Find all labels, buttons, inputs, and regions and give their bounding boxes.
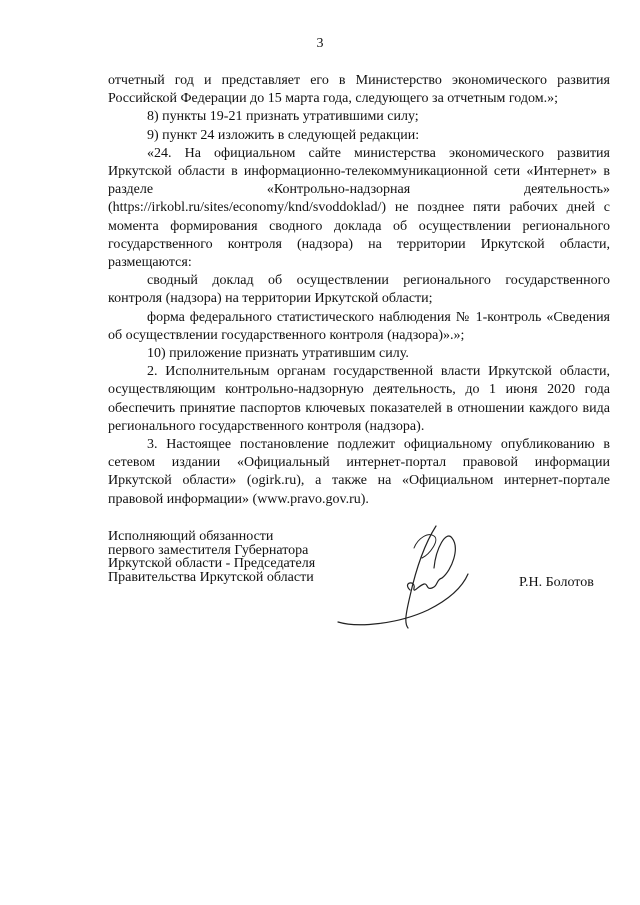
signer-position-line: первого заместителя Губернатора [108, 542, 309, 558]
signer-position-line: Иркутской области - Председателя [108, 556, 316, 572]
signer-position-line: Исполняющий обязанности [108, 529, 274, 544]
paragraph-statistical-form: форма федерального статистического наблюдения № 1-контроль «Сведения об осуществлении государственного контроля (надзора)».»; [108, 309, 610, 343]
paragraph-item-8: 8) пункты 19-21 признать утратившими силу; [147, 109, 419, 125]
signer-position-line: Правительства Иркутской области [108, 569, 314, 585]
handwritten-signature [318, 518, 478, 638]
document-body [108, 72, 610, 509]
paragraph-point-24: «24. На официальном сайте министерства экономического развития Иркутской области в информационно-телекоммуникационной сети «Интернет» в разделе «Контрольно-надзорная деятельность» (https://irkobl.ru/sites/economy/knd/svoddoklad/) не позднее пяти рабочих дней с момента формирования сводного доклада об осуществлении регионального государственного контроля (надзора) на территории Иркутской области, размещаются: [108, 145, 610, 271]
paragraph-summary-report: сводный доклад об осуществлении регионального государственного контроля (надзора) на территории Иркутской области; [108, 273, 610, 307]
paragraph-item-10: 10) приложение признать утратившим силу. [147, 346, 409, 362]
paragraph-continuation: отчетный год и представляет его в Министерство экономического развития Российской Федерации до 15 марта года, следующего за отчетным годом.»; [108, 73, 610, 107]
signer-name: Р.Н. Болотов [519, 575, 594, 590]
paragraph-item-9: 9) пункт 24 изложить в следующей редакции: [147, 127, 420, 143]
paragraph-section-2: 2. Исполнительным органам государственной власти Иркутской области, осуществляющим контрольно-надзорную деятельность, до 1 июня 2020 года обеспечить принятие паспортов ключевых показателей в отношении каждого вида регионального государственного контроля (надзора). [108, 364, 610, 434]
page-number: 3 [316, 36, 324, 51]
paragraph-section-3: 3. Настоящее постановление подлежит официальному опубликованию в сетевом издании «Официальный интернет-портал правовой информации Иркутской области» (ogirk.ru), а также на «Официальном интернет-портале правовой информации» (www.pravo.gov.ru). [108, 437, 610, 507]
